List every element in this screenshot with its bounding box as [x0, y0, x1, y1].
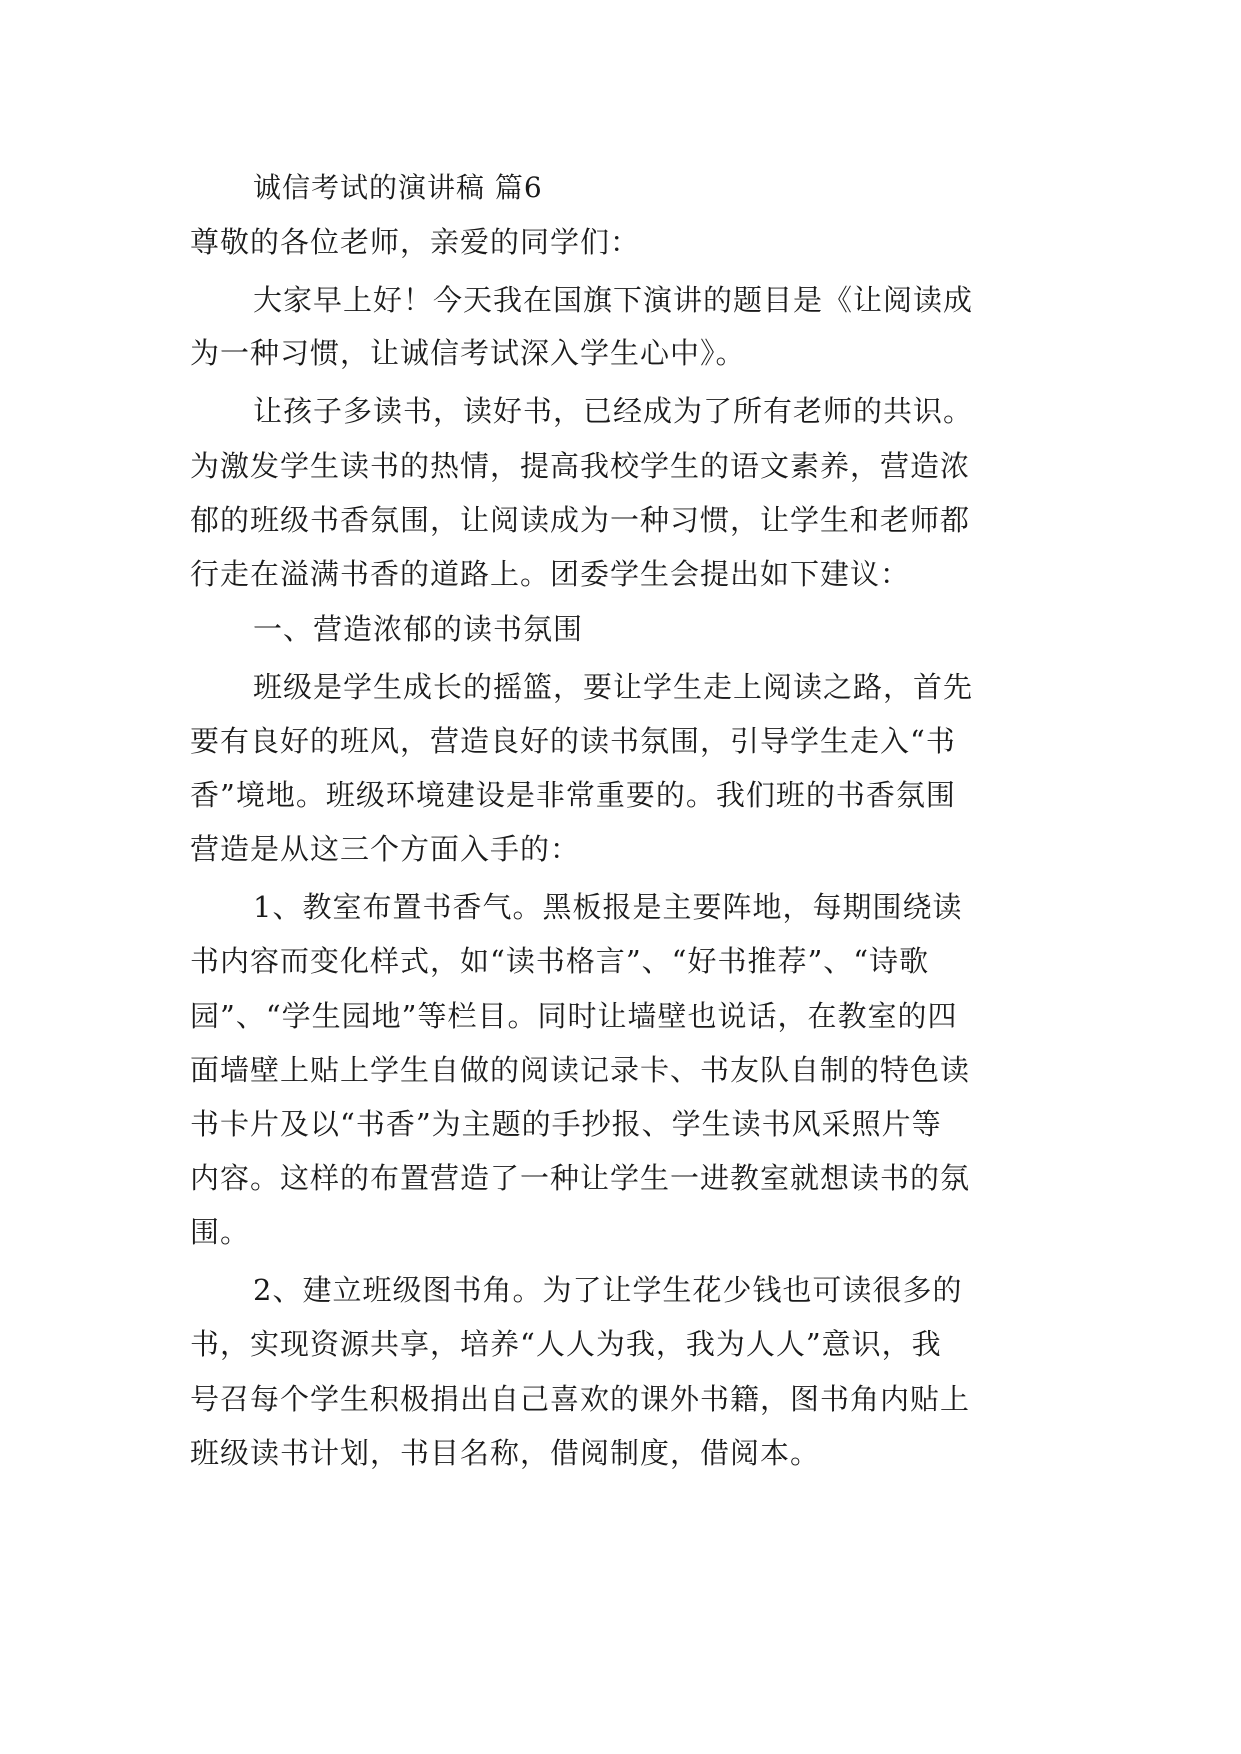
- paragraph-line: 园”、“学生园地”等栏目。同时让墙壁也说话，在教室的四: [190, 999, 958, 1033]
- paragraph-line: 大家早上好！今天我在国旗下演讲的题目是《让阅读成: [253, 283, 974, 317]
- paragraph-line: 围。: [190, 1215, 251, 1249]
- salutation: 尊敬的各位老师，亲爱的同学们：: [190, 225, 641, 259]
- paragraph-line: 为激发学生读书的热情，提高我校学生的语文素养，营造浓: [190, 449, 971, 483]
- paragraph-line: 1、教室布置书香气。黑板报是主要阵地，每期围绕读: [253, 890, 963, 924]
- document-title: 诚信考试的演讲稿 篇6: [253, 171, 543, 204]
- paragraph-line: 为一种习惯，让诚信考试深入学生心中》。: [190, 336, 746, 370]
- paragraph-line: 郁的班级书香氛围，让阅读成为一种习惯，让学生和老师都: [190, 503, 971, 537]
- section-heading: 一、营造浓郁的读书氛围: [253, 612, 584, 646]
- paragraph-line: 让孩子多读书，读好书，已经成为了所有老师的共识。: [253, 394, 974, 428]
- paragraph-line: 内容。这样的布置营造了一种让学生一进教室就想读书的氛: [190, 1161, 971, 1195]
- paragraph-line: 班级读书计划，书目名称，借阅制度，借阅本。: [190, 1436, 821, 1470]
- paragraph-line: 书卡片及以“书香”为主题的手抄报、学生读书风采照片等: [190, 1107, 942, 1141]
- paragraph-line: 面墙壁上贴上学生自做的阅读记录卡、书友队自制的特色读: [190, 1053, 971, 1087]
- paragraph-line: 行走在溢满书香的道路上。团委学生会提出如下建议：: [190, 557, 911, 591]
- paragraph-line: 班级是学生成长的摇篮，要让学生走上阅读之路，首先: [253, 670, 974, 704]
- paragraph-line: 要有良好的班风，营造良好的读书氛围，引导学生走入“书: [190, 724, 956, 758]
- paragraph-line: 书，实现资源共享，培养“人人为我，我为人人”意识，我: [190, 1327, 942, 1361]
- paragraph-line: 号召每个学生积极捐出自己喜欢的课外书籍，图书角内贴上: [190, 1382, 971, 1416]
- paragraph-line: 书内容而变化样式，如“读书格言”、“好书推荐”、“诗歌: [190, 944, 930, 978]
- paragraph-line: 2、建立班级图书角。为了让学生花少钱也可读很多的: [253, 1273, 963, 1307]
- paragraph-line: 香”境地。班级环境建设是非常重要的。我们班的书香氛围: [190, 778, 956, 812]
- paragraph-line: 营造是从这三个方面入手的：: [190, 832, 581, 866]
